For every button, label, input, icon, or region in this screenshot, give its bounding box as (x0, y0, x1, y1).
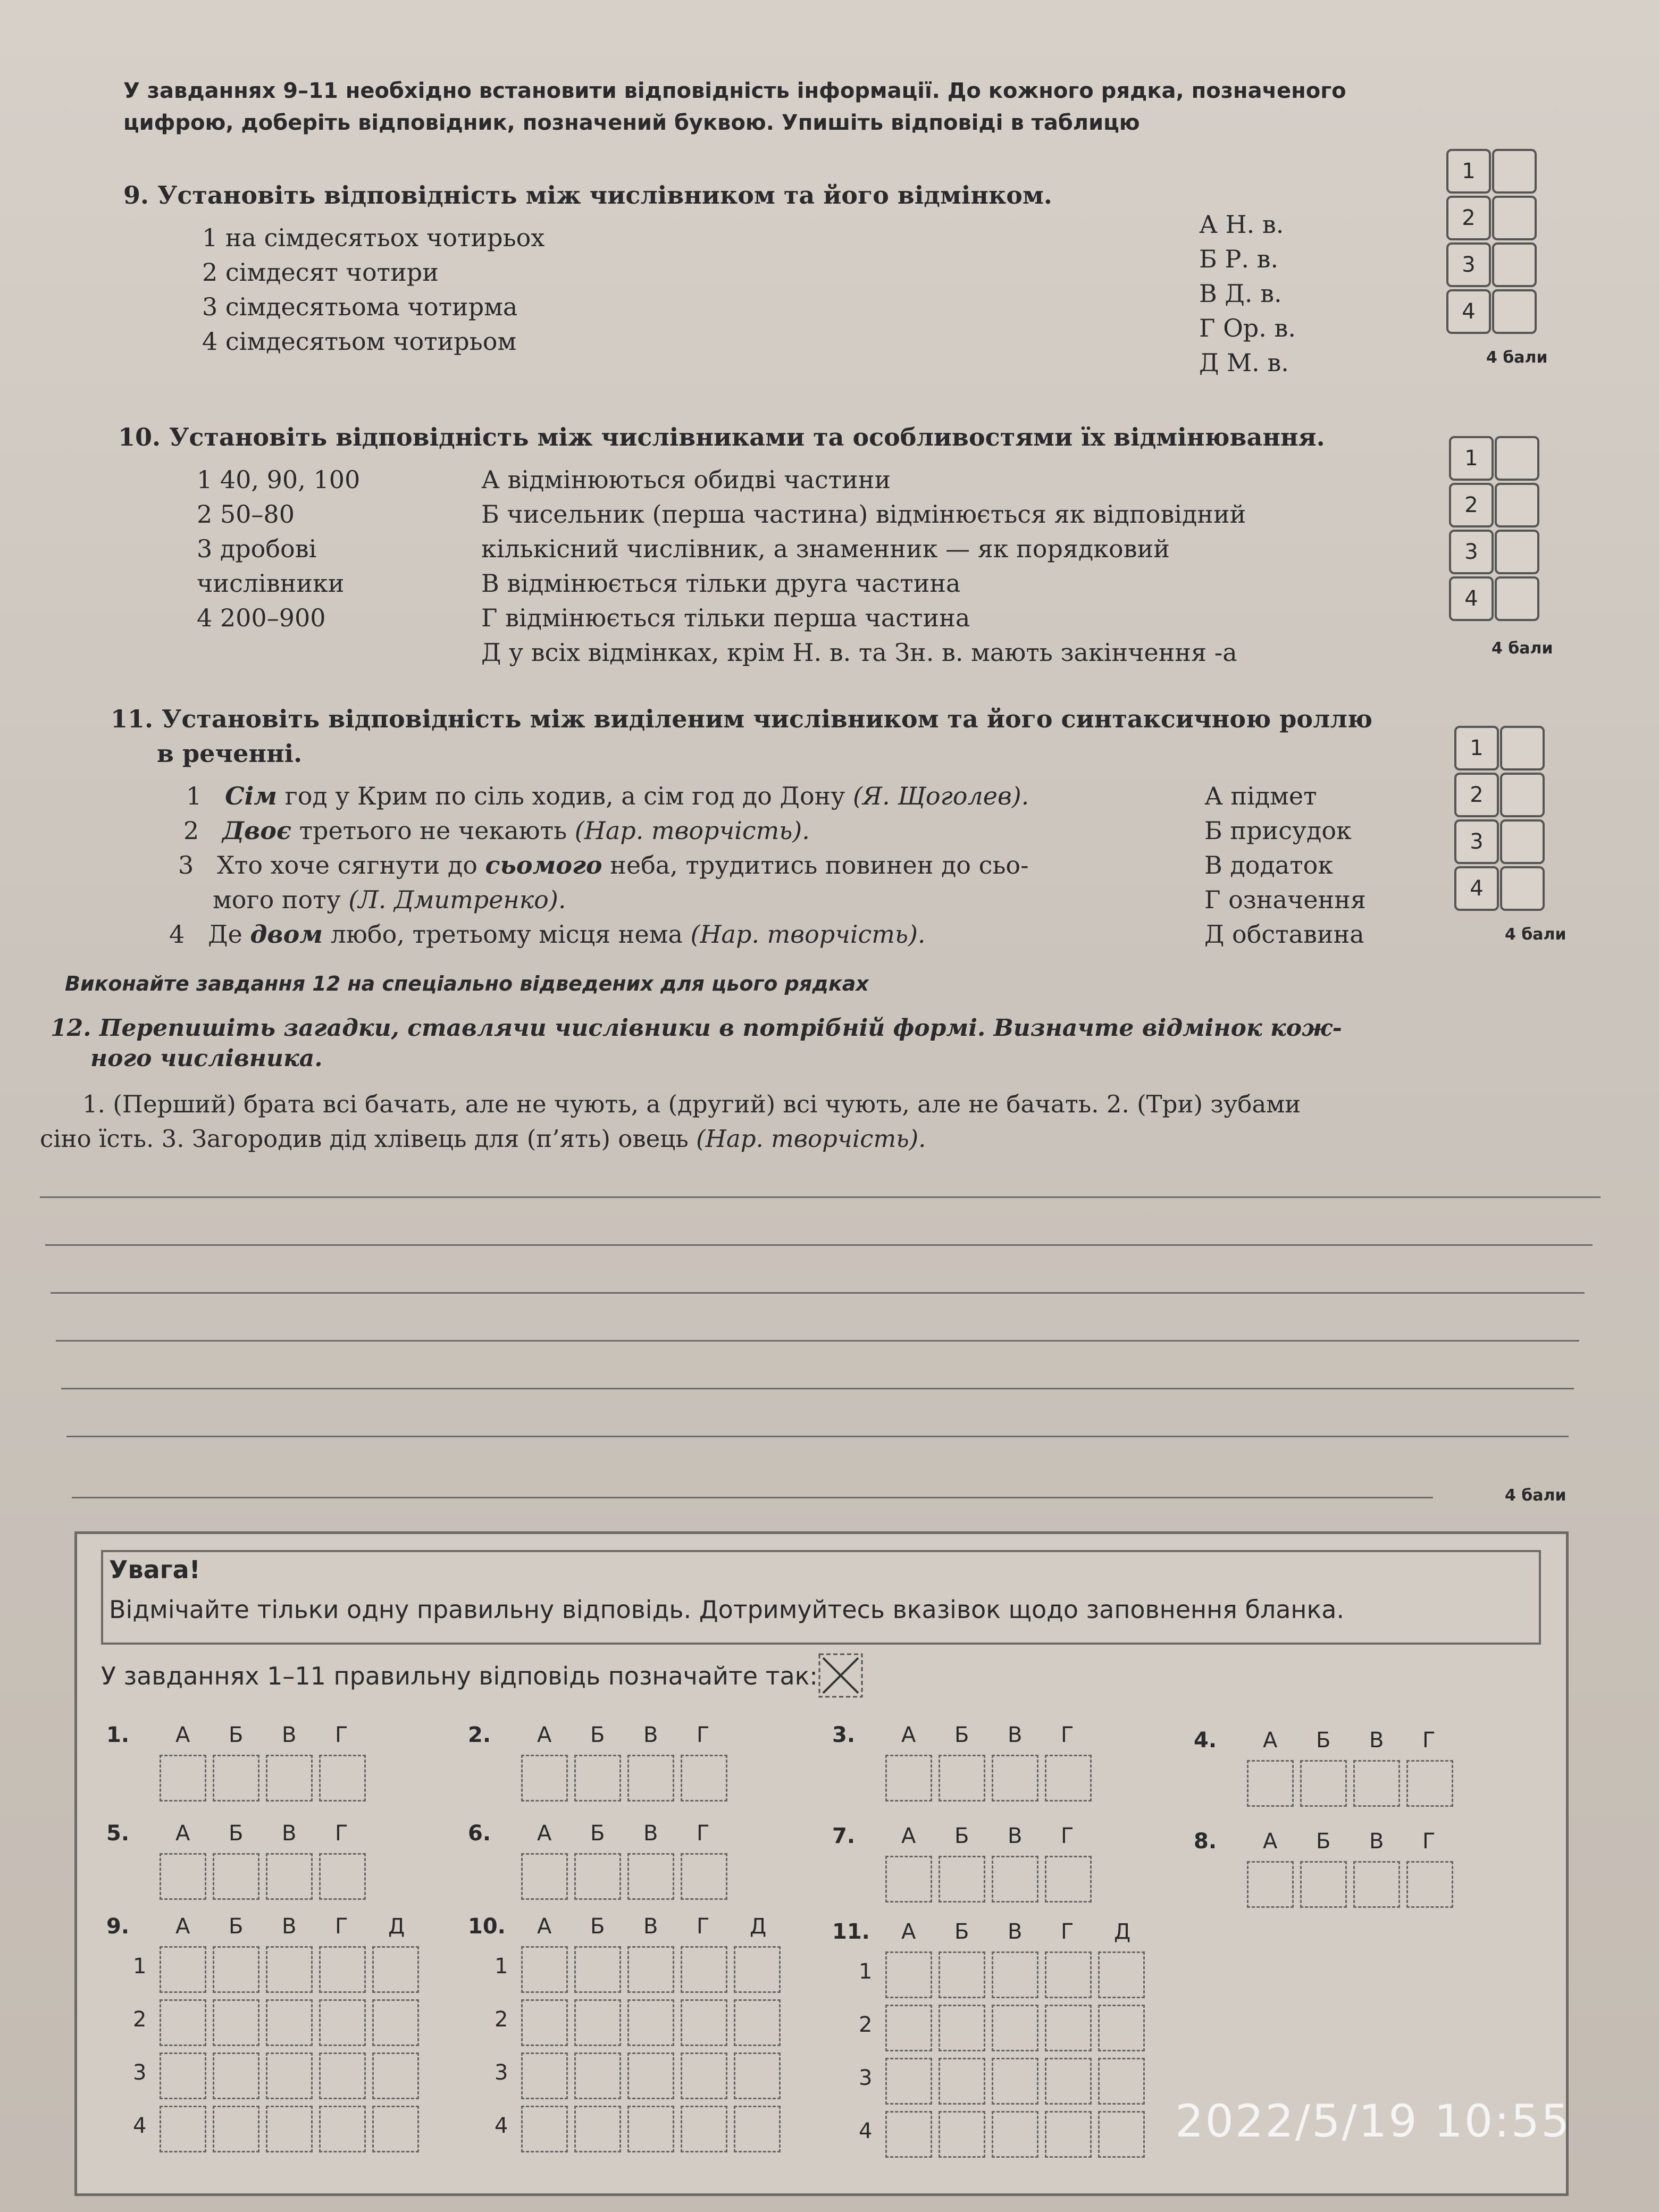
answer-cell[interactable] (521, 1853, 568, 1900)
row-number: 4 (495, 2114, 508, 2138)
answer-cell[interactable] (1045, 1951, 1092, 1998)
warning-text: Відмічайте тільки одну правильну відповідь. Дотримуйтесь вказівок щодо заповнення бланка. (109, 1595, 1345, 1624)
choice-letter: Б (1316, 1829, 1331, 1854)
choice-letter: Б (954, 1920, 969, 1944)
answer-cell[interactable] (627, 1999, 674, 2046)
choice-letter: А (175, 1723, 190, 1747)
answer-cell[interactable] (319, 1999, 366, 2046)
answer-cell[interactable] (160, 1946, 206, 1993)
answer-cell[interactable] (939, 1856, 985, 1903)
row-number: 2 (859, 2013, 873, 2037)
question-number: 10. (468, 1914, 506, 1939)
answer-cell[interactable] (1098, 2005, 1145, 2051)
q11-option-v: В додаток (1204, 851, 1334, 879)
q9-option-b: Б Р. в. (1199, 245, 1279, 273)
question-number: 9. (106, 1914, 130, 1939)
answer-cell[interactable] (574, 2052, 621, 2099)
answer-cell[interactable] (681, 1946, 727, 1993)
q10-answer-label-2: 2 (1449, 483, 1494, 527)
choice-letter: А (537, 1914, 552, 1939)
row-number: 3 (133, 2060, 147, 2085)
answer-cell[interactable] (1300, 1861, 1347, 1908)
answer-cell[interactable] (574, 1755, 621, 1802)
q10-answer-box-3[interactable] (1495, 530, 1539, 574)
instructions-line2: цифрою, доберіть відповідник, позначений буквою. Упишіть відповіді в таблицю (123, 111, 1140, 135)
q9-item-1: 1 на сімдесятьох чотирьох (202, 223, 545, 252)
answer-cell[interactable] (213, 2052, 259, 2099)
q9-title: 9. Установіть відповідність між числівником та його відмінком. (123, 181, 1052, 210)
q11-sentence-3: 3 Хто хоче сягнути до сьомого неба, трудитись повинен до сьо- (178, 851, 1029, 879)
choice-letter: Г (697, 1914, 710, 1939)
answer-cell[interactable] (1098, 1951, 1145, 1998)
answer-cell[interactable] (1247, 1760, 1294, 1807)
q9-answer-label-4: 4 (1446, 289, 1491, 334)
q9-item-2: 2 сімдесят чотири (202, 258, 439, 287)
answer-cell[interactable] (1247, 1861, 1294, 1908)
q11-sentence-1: 1 Сім год у Крим по сіль ходив, а сім год до Дону (Я. Щоголев). (186, 782, 1029, 810)
answer-cell[interactable] (319, 2052, 366, 2099)
answer-cell[interactable] (992, 1856, 1038, 1903)
answer-cell[interactable] (521, 1755, 568, 1802)
answer-cell[interactable] (1406, 1760, 1453, 1807)
question-number: 6. (468, 1821, 491, 1846)
q10-item-2: 2 50–80 (197, 500, 295, 529)
answer-cell[interactable] (992, 2058, 1038, 2105)
q9-option-v: В Д. в. (1199, 279, 1282, 308)
answer-cell[interactable] (1045, 1755, 1092, 1802)
choice-letter: Д (1114, 1920, 1131, 1944)
q11-option-b: Б присудок (1204, 816, 1352, 845)
q9-option-h: Г Ор. в. (1199, 314, 1296, 342)
warning-title: Увага! (109, 1555, 200, 1584)
answer-line-7[interactable] (72, 1497, 1433, 1498)
choice-letter: А (175, 1914, 190, 1939)
answer-cell[interactable] (1045, 2111, 1092, 2158)
note-12: Виконайте завдання 12 на спеціально відведених для цього рядках (65, 972, 869, 995)
answer-cell[interactable] (681, 2106, 727, 2152)
answer-cell[interactable] (1098, 2058, 1145, 2105)
q9-answer-box-3[interactable] (1492, 242, 1537, 287)
answer-cell[interactable] (266, 2106, 313, 2152)
answer-cell[interactable] (885, 1951, 932, 1998)
answer-cell[interactable] (372, 1999, 419, 2046)
choice-letter: Г (1061, 1723, 1074, 1747)
choice-letter: Г (1422, 1728, 1436, 1753)
q9-answer-box-1[interactable] (1492, 149, 1537, 194)
question-number: 5. (106, 1821, 130, 1846)
choice-letter: В (643, 1723, 658, 1747)
row-number: 3 (495, 2060, 508, 2085)
choice-letter: Д (388, 1914, 405, 1939)
answer-cell[interactable] (521, 1946, 568, 1993)
q11-answer-label-2: 2 (1454, 773, 1499, 817)
answer-cell[interactable] (521, 2052, 568, 2099)
q9-answer-label-1: 1 (1446, 149, 1491, 194)
q12-title-line2: ного числівника. (90, 1045, 323, 1072)
answer-cell[interactable] (266, 1999, 313, 2046)
q10-answer-box-4[interactable] (1495, 576, 1539, 621)
choice-letter: Б (590, 1914, 605, 1939)
answer-cell[interactable] (574, 1853, 621, 1900)
answer-cell[interactable] (939, 1951, 985, 1998)
answer-cell[interactable] (574, 1999, 621, 2046)
answer-cell[interactable] (160, 1853, 206, 1900)
answer-cell[interactable] (266, 1946, 313, 1993)
choice-letter: В (1369, 1829, 1384, 1854)
answer-line-1[interactable] (40, 1196, 1601, 1198)
q12-text-line2: сіно їсть. 3. Загородив дід хлівець для (п’ять) овець (Нар. творчість). (40, 1125, 926, 1153)
answer-cell[interactable] (574, 1946, 621, 1993)
question-number: 11. (832, 1920, 870, 1944)
question-number: 1. (106, 1723, 130, 1747)
answer-cell[interactable] (939, 2058, 985, 2105)
choice-letter: А (537, 1821, 552, 1846)
choice-letter: В (1008, 1824, 1023, 1848)
q9-answer-box-2[interactable] (1492, 196, 1537, 240)
answer-cell[interactable] (885, 2005, 932, 2051)
q10-option-h: Г відмінюється тільки перша частина (481, 604, 970, 632)
choice-letter: В (1008, 1920, 1023, 1944)
answer-cell[interactable] (627, 1946, 674, 1993)
answer-cell[interactable] (939, 2005, 985, 2051)
choice-letter: Б (1316, 1728, 1331, 1753)
q11-option-h: Г означення (1204, 885, 1366, 914)
q11-answer-box-1[interactable] (1500, 726, 1545, 770)
row-number: 4 (859, 2119, 873, 2143)
row-number: 4 (133, 2114, 147, 2138)
answer-cell[interactable] (319, 2106, 366, 2152)
answer-cell[interactable] (213, 1853, 259, 1900)
answer-cell[interactable] (885, 1856, 932, 1903)
answer-cell[interactable] (681, 1755, 727, 1802)
answer-cell[interactable] (213, 1755, 259, 1802)
instructions-line1: У завданнях 9–11 необхідно встановити відповідність інформації. До кожного рядка, позначеного (123, 79, 1346, 103)
answer-cell[interactable] (574, 2106, 621, 2152)
choice-letter: Б (954, 1824, 969, 1848)
q9-answer-box-4[interactable] (1492, 289, 1537, 334)
answer-cell[interactable] (372, 2106, 419, 2152)
choice-letter: В (282, 1723, 297, 1747)
choice-letter: А (1263, 1829, 1278, 1854)
choice-letter: В (643, 1914, 658, 1939)
q9-item-4: 4 сімдесятьом чотирьом (202, 327, 517, 356)
question-number: 3. (832, 1723, 856, 1747)
choice-letter: Г (335, 1723, 348, 1747)
answer-line-3[interactable] (51, 1292, 1585, 1294)
answer-cell[interactable] (213, 1999, 259, 2046)
marking-instruction: У завданнях 1–11 правильну відповідь позначайте так: (101, 1662, 818, 1690)
photo-timestamp: 2022/5/19 10:55 (1175, 2095, 1571, 2147)
answer-cell[interactable] (627, 2052, 674, 2099)
answer-cell[interactable] (319, 1946, 366, 1993)
answer-cell[interactable] (734, 2052, 781, 2099)
q9-option-d: Д М. в. (1199, 348, 1289, 377)
question-number: 7. (832, 1824, 856, 1848)
answer-cell[interactable] (319, 1755, 366, 1802)
answer-cell[interactable] (213, 1946, 259, 1993)
choice-letter: В (643, 1821, 658, 1846)
choice-letter: Г (1422, 1829, 1436, 1854)
choice-letter: Б (590, 1821, 605, 1846)
answer-cell[interactable] (160, 2106, 206, 2152)
q11-sentence-2: 2 Двоє третього не чекають (Нар. творчість). (183, 816, 810, 845)
choice-letter: Г (1061, 1824, 1074, 1848)
choice-letter: Б (229, 1723, 244, 1747)
answer-cell[interactable] (1098, 2111, 1145, 2158)
answer-cell[interactable] (681, 1999, 727, 2046)
answer-cell[interactable] (319, 1853, 366, 1900)
choice-letter: А (1263, 1728, 1278, 1753)
answer-line-5[interactable] (61, 1388, 1574, 1389)
question-number: 8. (1194, 1829, 1217, 1854)
choice-letter: Б (229, 1821, 244, 1846)
q9-answer-label-3: 3 (1446, 242, 1491, 287)
answer-cell[interactable] (266, 2052, 313, 2099)
q9-points: 4 бали (1486, 348, 1548, 367)
answer-cell[interactable] (992, 2005, 1038, 2051)
q10-title: 10. Установіть відповідність між числівниками та особливостями їх відмінювання. (118, 423, 1325, 451)
q11-sentence-4: 4 Де двом любо, третьому місця нема (Нар. творчість). (169, 920, 926, 949)
answer-cell[interactable] (627, 1755, 674, 1802)
q10-item-3: 3 дробові (197, 534, 317, 563)
answer-cell[interactable] (266, 1755, 313, 1802)
q10-option-a: А відмінюються обидві частини (481, 465, 891, 494)
q9-option-a: А Н. в. (1199, 210, 1284, 239)
row-number: 1 (859, 1959, 873, 1984)
answer-cell[interactable] (734, 2106, 781, 2152)
answer-cell[interactable] (372, 2052, 419, 2099)
q11-points: 4 бали (1505, 925, 1566, 944)
answer-cell[interactable] (681, 1853, 727, 1900)
answer-cell[interactable] (939, 1755, 985, 1802)
choice-letter: А (901, 1920, 916, 1944)
answer-cell[interactable] (213, 2106, 259, 2152)
choice-letter: Г (697, 1723, 710, 1747)
answer-line-2[interactable] (45, 1244, 1593, 1246)
answer-cell[interactable] (1353, 1760, 1400, 1807)
choice-letter: Г (335, 1914, 348, 1939)
answer-cell[interactable] (160, 2052, 206, 2099)
answer-cell[interactable] (681, 2052, 727, 2099)
answer-cell[interactable] (1045, 1856, 1092, 1903)
answer-cell[interactable] (1406, 1861, 1453, 1908)
marked-box-sample-icon (818, 1653, 864, 1698)
choice-letter: В (282, 1914, 297, 1939)
choice-letter: А (175, 1821, 190, 1846)
q11-answer-box-4[interactable] (1500, 866, 1545, 911)
answer-cell[interactable] (734, 1946, 781, 1993)
answer-line-4[interactable] (56, 1340, 1579, 1342)
q10-answer-label-4: 4 (1449, 576, 1494, 621)
row-number: 1 (495, 1954, 508, 1979)
answer-cell[interactable] (992, 1755, 1038, 1802)
q12-points: 4 бали (1505, 1486, 1566, 1505)
q9-item-3: 3 сімдесятьома чотирма (202, 292, 518, 321)
q9-answer-label-2: 2 (1446, 196, 1491, 240)
q10-answer-box-2[interactable] (1495, 483, 1539, 527)
choice-letter: В (1369, 1728, 1384, 1753)
q11-option-a: А підмет (1204, 782, 1317, 810)
answer-cell[interactable] (372, 1946, 419, 1993)
q11-answer-label-3: 3 (1454, 819, 1499, 864)
q11-answer-box-3[interactable] (1500, 819, 1545, 864)
choice-letter: Б (954, 1723, 969, 1747)
choice-letter: А (901, 1824, 916, 1848)
q12-text-line1: 1. (Перший) брата всі бачать, але не чують, а (другий) всі чують, але не бачать. 2. (Три) зубами (82, 1090, 1301, 1118)
choice-letter: В (1008, 1723, 1023, 1747)
choice-letter: Г (1061, 1920, 1074, 1944)
answer-cell[interactable] (160, 1999, 206, 2046)
q10-item-4: 4 200–900 (197, 604, 326, 632)
answer-cell[interactable] (885, 2111, 932, 2158)
q11-option-d: Д обставина (1204, 920, 1364, 949)
choice-letter: Б (229, 1914, 244, 1939)
q11-title-line1: 11. Установіть відповідність між виділеним числівником та його синтаксичною роллю (111, 705, 1373, 733)
answer-cell[interactable] (885, 2058, 932, 2105)
answer-cell[interactable] (992, 1951, 1038, 1998)
question-number: 2. (468, 1723, 491, 1747)
row-number: 1 (133, 1954, 147, 1979)
answer-cell[interactable] (160, 1755, 206, 1802)
q11-answer-label-4: 4 (1454, 866, 1499, 911)
answer-cell[interactable] (521, 2106, 568, 2152)
choice-letter: В (282, 1821, 297, 1846)
q11-title-line2: в реченні. (157, 739, 303, 768)
choice-letter: Г (697, 1821, 710, 1846)
q10-answer-label-1: 1 (1449, 436, 1494, 481)
choice-letter: А (901, 1723, 916, 1747)
q11-answer-label-1: 1 (1454, 726, 1499, 770)
answer-cell[interactable] (266, 1853, 313, 1900)
question-number: 4. (1194, 1728, 1217, 1753)
q10-answer-label-3: 3 (1449, 530, 1494, 574)
choice-letter: Д (750, 1914, 767, 1939)
answer-cell[interactable] (627, 1853, 674, 1900)
q10-answer-box-1[interactable] (1495, 436, 1539, 481)
q10-option-b: Б чисельник (перша частина) відмінюється як відповідний (481, 500, 1246, 529)
answer-cell[interactable] (939, 2111, 985, 2158)
q11-answer-box-2[interactable] (1500, 773, 1545, 817)
choice-letter: Б (590, 1723, 605, 1747)
choice-letter: Г (335, 1821, 348, 1846)
answer-cell[interactable] (992, 2111, 1038, 2158)
answer-cell[interactable] (1300, 1760, 1347, 1807)
answer-cell[interactable] (885, 1755, 932, 1802)
answer-cell[interactable] (1045, 2005, 1092, 2051)
answer-line-6[interactable] (66, 1436, 1569, 1437)
q10-option-b-cont: кількісний числівник, а знаменник — як порядковий (481, 534, 1170, 563)
q10-option-d: Д у всіх відмінках, крім Н. в. та Зн. в. мають закінчення -а (481, 638, 1237, 667)
q10-points: 4 бали (1492, 639, 1553, 658)
row-number: 2 (495, 2007, 508, 2032)
choice-letter: А (537, 1723, 552, 1747)
answer-cell[interactable] (1045, 2058, 1092, 2105)
answer-cell[interactable] (1353, 1861, 1400, 1908)
row-number: 3 (859, 2066, 873, 2090)
q10-item-3b: числівники (197, 569, 345, 598)
answer-cell[interactable] (521, 1999, 568, 2046)
answer-cell[interactable] (627, 2106, 674, 2152)
q10-option-v: В відмінюється тільки друга частина (481, 569, 961, 598)
q11-sentence-3-cont: мого поту (Л. Дмитренко). (213, 885, 566, 914)
row-number: 2 (133, 2007, 147, 2032)
answer-cell[interactable] (734, 1999, 781, 2046)
q12-title-line1: 12. Перепишіть загадки, ставлячи числівники в потрібній формі. Визначте відмінок кож- (51, 1015, 1342, 1042)
q10-item-1: 1 40, 90, 100 (197, 465, 361, 494)
